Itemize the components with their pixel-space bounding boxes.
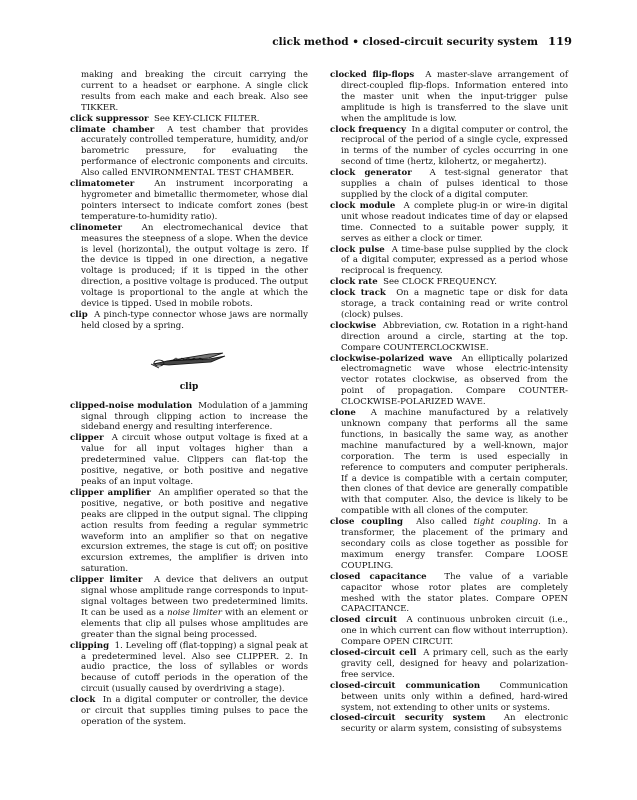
entry-term: clock module: [330, 200, 396, 211]
dictionary-entry: [330, 713, 568, 735]
entry-definition: In a transformer, the placement of the primary and secondary coils as close together as possible for maximum energy transfer. Compare LOOSE COUPLING.: [341, 517, 568, 571]
dictionary-entry: [330, 288, 568, 321]
dictionary-entry: [70, 488, 308, 575]
dictionary-entry: [330, 615, 568, 648]
entry-definition: A device that delivers an output signal whose amplitude range corresponds to input-signal voltages between two predetermined limits. It can be used as a: [81, 575, 308, 618]
dictionary-entry: [330, 408, 568, 517]
entry-term: clock generator: [330, 168, 412, 179]
dictionary-entry: [330, 572, 568, 616]
entry-term: clock frequency: [330, 124, 406, 135]
entry-term: clipped-noise modulation: [70, 400, 193, 411]
entry-definition: An amplifier operated so that the positive, negative, or both positive and negative peaks are clipped in the output signal. The clipping action results from feeding a regular symmetric waveform into an amplifier so that on negative excursion extremes, the stage is cut off; on positive excursion extremes, the amplifier is driven into saturation.: [81, 487, 309, 575]
entry-term: clipper amplifier: [70, 487, 151, 498]
dictionary-entry: [330, 354, 568, 409]
running-header: [272, 34, 572, 48]
entry-definition: Abbreviation, cw. Rotation in a right-hand direction around a circle, starting at the top. Compare COUNTERCLOCKWISE.: [341, 320, 569, 353]
entry-definition: An instrument incorporating a hygrometer and bimetallic thermometer, whose dial pointers intersect to indicate comfort zones (best temperature-to-humidity ratio).: [81, 179, 308, 222]
dictionary-entry: [70, 179, 308, 223]
entry-definition: A continuous unbroken circuit (i.e., one in which current can flow without interruption). Compare OPEN CIRCUIT.: [341, 615, 569, 648]
entry-term: clipper: [70, 433, 104, 444]
entry-term: closed capacitance: [330, 571, 427, 582]
left-column: [70, 70, 308, 728]
dictionary-entry: [330, 168, 568, 201]
entry-term: clockwise-polarized wave: [330, 353, 453, 364]
entry-definition: An electronic security or alarm system, consisting of subsystems: [341, 713, 568, 735]
dictionary-entry: [330, 201, 568, 245]
entry-term: clipper limiter: [70, 575, 143, 586]
dictionary-entry: [70, 695, 308, 728]
entry-definition: In a digital computer or control, the reciprocal of the period of a single cycle, expressed in terms of the number of cycles occurring in one second of time (hertz, kilohertz, or megahertz).: [341, 124, 568, 168]
entry-term: closed circuit: [330, 615, 397, 626]
dictionary-entry: [70, 310, 308, 332]
entry-definition: Also called: [416, 517, 468, 528]
entry-definition: A master-slave arrangement of direct-coupled flip-flops. Information entered into the master unit when the input-trigger pulse amplitude is high is transferred to the slave unit when the amplitude is low.: [341, 70, 568, 124]
entry-term: clone: [330, 408, 356, 419]
entry-definition: On a magnetic tape or disk for data storage, a track containing read or write control (clock) pulses.: [341, 288, 569, 320]
dictionary-entry: [330, 681, 568, 714]
dictionary-entry: [330, 125, 568, 169]
dictionary-entry: [70, 433, 308, 488]
dictionary-entry: [330, 517, 568, 572]
entry-definition: A machine manufactured by a relatively unknown company that performs all the same functions, in basically the same way, as another machine manufactured by a well-known, major corporation. The term is used especially in reference to computers and computer peripherals. If a device is compatible with a certain computer, then clones of that device are generally compatible with that computer. Also, the device is likely to be compatible with all clones of the computer.: [341, 408, 568, 517]
dictionary-entry: [70, 114, 308, 125]
entry-term: close coupling: [330, 517, 404, 528]
entry-definition: An electromechanical device that measures the steepness of a slope. When the device is level (horizontal), the output voltage is zero. If the device is tipped in one direction, a negative voltage is produced; if it is tipped in the other direction, a positive voltage is produced. The output voltage is proportional to the angle at which the device is tipped. Used in mobile robots.: [81, 222, 308, 310]
entry-term: clock: [70, 695, 96, 706]
entry-italic-term: tight coupling.: [473, 517, 541, 528]
entry-term: clocked flip-flops: [330, 70, 415, 80]
dictionary-entry: [70, 70, 308, 114]
dictionary-entry: [330, 70, 568, 125]
dictionary-entry: [70, 575, 308, 640]
entry-definition: with an element or elements that clip all pulses whose amplitudes are greater than the signal being processed.: [81, 607, 309, 640]
entry-definition: A primary cell, such as the early gravity cell, designed for heavy and polarization-free service.: [341, 648, 569, 680]
entry-term: climatometer: [70, 179, 135, 190]
entry-term: clock pulse: [330, 244, 385, 255]
entry-term: clockwise: [330, 320, 377, 331]
entry-definition: The value of a variable capacitor whose rotor plates are completely meshed with the stator plates. Compare OPEN CAPACITANCE.: [341, 571, 569, 615]
dictionary-entry: [330, 245, 568, 278]
dictionary-entry: [70, 641, 308, 696]
entry-definition: A complete plug-in or wire-in digital unit whose readout indicates time of day or elapsed time. Connected to a suitable power supply, it serves as either a clock or timer.: [341, 200, 568, 244]
entry-definition: Communication between units only within a defined, hard-wired system, not extending to other units or systems.: [341, 680, 568, 713]
entry-term: clock track: [330, 288, 386, 299]
dictionary-entry: [330, 321, 568, 354]
entry-term: climate chamber: [70, 124, 155, 135]
entry-term: clock rate: [330, 277, 378, 288]
right-column: [330, 70, 568, 735]
entry-term: clip: [70, 309, 88, 320]
entry-definition: See CLOCK FREQUENCY.: [383, 277, 498, 288]
dictionary-entry: [70, 401, 308, 434]
clip-figure: [70, 350, 308, 393]
entry-definition: A test chamber that provides accurately controlled temperature, humidity, and/or barometric pressure, for evaluating the performance of electronic components and circuits. Also called ENVIRONMENTAL TEST CHAMBER.: [81, 124, 309, 179]
dictionary-entry: [330, 648, 568, 681]
entry-term: clinometer: [70, 222, 122, 233]
entry-term: closed-circuit cell: [330, 648, 417, 659]
alligator-clip-illustration: [149, 350, 229, 372]
entry-definition: In a digital computer or controller, the device or circuit that supplies timing pulses to pace the operation of the system.: [81, 695, 308, 727]
entry-definition: 1. Leveling off (flat-topping) a signal peak at a predetermined level. Also see CLIPPER. 2. In audio practice, the loss of syllables or words because of cutoff periods in the operation of the circuit (usually caused by overdriving a stage).: [81, 640, 308, 695]
entry-definition: A circuit whose output voltage is fixed at a value for all input voltages higher than a predetermined value. Clippers can flat-top the positive, negative, or both positive and negative peaks of an input voltage.: [81, 433, 308, 487]
dictionary-entry: [70, 125, 308, 180]
entry-definition: Modulation of a jamming signal through clipping action to increase the sideband energy and resulting interference.: [81, 400, 309, 433]
figure-caption: clip: [179, 381, 199, 392]
entry-definition: See KEY-CLICK FILTER.: [153, 113, 260, 124]
entry-term: click suppressor: [70, 113, 149, 124]
entry-term: closed-circuit security system: [330, 713, 486, 724]
entry-definition: An elliptically polarized electromagnetic wave whose electric-intensity vector rotates clockwise, as observed from the point of propagation. Compare COUNTER-CLOCKWISE-POLARIZED WAVE.: [341, 353, 569, 408]
entry-term: closed-circuit communication: [330, 680, 481, 691]
entry-definition: A test-signal generator that supplies a chain of pulses identical to those supplied by the clock of a digital computer.: [341, 168, 569, 200]
entry-definition: making and breaking the circuit carrying the current to a headset or earphone. A single click results from each make and each break. Also see TIKKER.: [81, 70, 308, 113]
entry-italic-term: noise limiter: [167, 607, 222, 618]
header-title: click method • closed-circuit security system: [272, 36, 538, 48]
entry-definition: A pinch-type connector whose jaws are normally held closed by a spring.: [81, 309, 308, 331]
dictionary-entry: [70, 223, 308, 310]
dictionary-entry: [330, 277, 568, 288]
entry-definition: A time-base pulse supplied by the clock of a digital computer, expressed as a period whose reciprocal is frequency.: [341, 244, 568, 277]
page-number: 119: [547, 34, 572, 48]
entry-term: clipping: [70, 640, 110, 651]
